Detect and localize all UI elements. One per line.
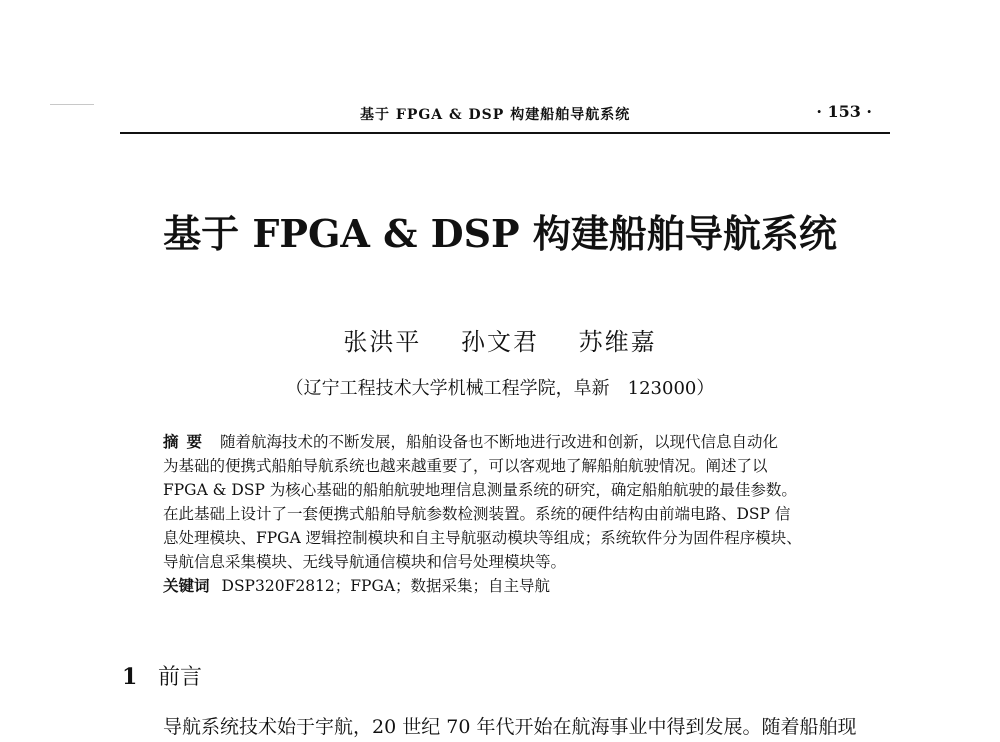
abstract-line: 在此基础上设计了一套便携式船舶导航参数检测装置。系统的硬件结构由前端电路、DSP 信 <box>163 505 791 523</box>
author-name: 苏维嘉 <box>578 328 657 356</box>
abstract-line: 导航信息采集模块、无线导航通信模块和信号处理模块等。 <box>163 553 567 571</box>
author-list <box>0 322 1000 357</box>
paper-title: 基于 FPGA & DSP 构建船舶导航系统 <box>163 211 837 256</box>
author-name: 孙文君 <box>461 328 539 356</box>
abstract-line: 为基础的便携式船舶导航系统也越来越重要了，可以客观地了解船舶航驶情况。阐述了以 <box>163 457 768 475</box>
body-paragraph: 导航系统技术始于宇航，20 世纪 70 年代开始在航海事业中得到发展。随着船舶现 <box>163 716 857 738</box>
abstract-label: 摘要 <box>163 432 211 451</box>
keywords-line <box>163 574 863 598</box>
keywords-label: 关键词 <box>163 576 210 595</box>
abstract-line: 息处理模块、FPGA 逻辑控制模块和自主导航驱动模块等组成；系统软件分为固件程序模块、 <box>163 529 802 547</box>
author-name: 张洪平 <box>343 328 422 356</box>
section-heading <box>122 660 202 691</box>
section-number: 1 <box>122 664 138 690</box>
abstract-block <box>163 430 863 598</box>
author-affiliation: （辽宁工程技术大学机械工程学院，阜新 123000） <box>285 378 715 399</box>
running-title: 基于 FPGA & DSP 构建船舶导航系统 <box>360 107 631 123</box>
page-number: · 153 · <box>816 102 872 121</box>
abstract-text: 随着航海技术的不断发展，船舶设备也不断地进行改进和创新，以现代信息自动化 <box>220 433 779 451</box>
abstract-line: FPGA & DSP 为核心基础的船舶航驶地理信息测量系统的研究，确定船舶航驶的最佳参数。 <box>163 481 797 499</box>
keywords-text: DSP320F2812；FPGA；数据采集；自主导航 <box>221 577 551 595</box>
running-header <box>120 96 890 134</box>
margin-mark <box>50 104 94 105</box>
section-title: 前言 <box>158 665 203 690</box>
abstract-line <box>163 430 863 454</box>
